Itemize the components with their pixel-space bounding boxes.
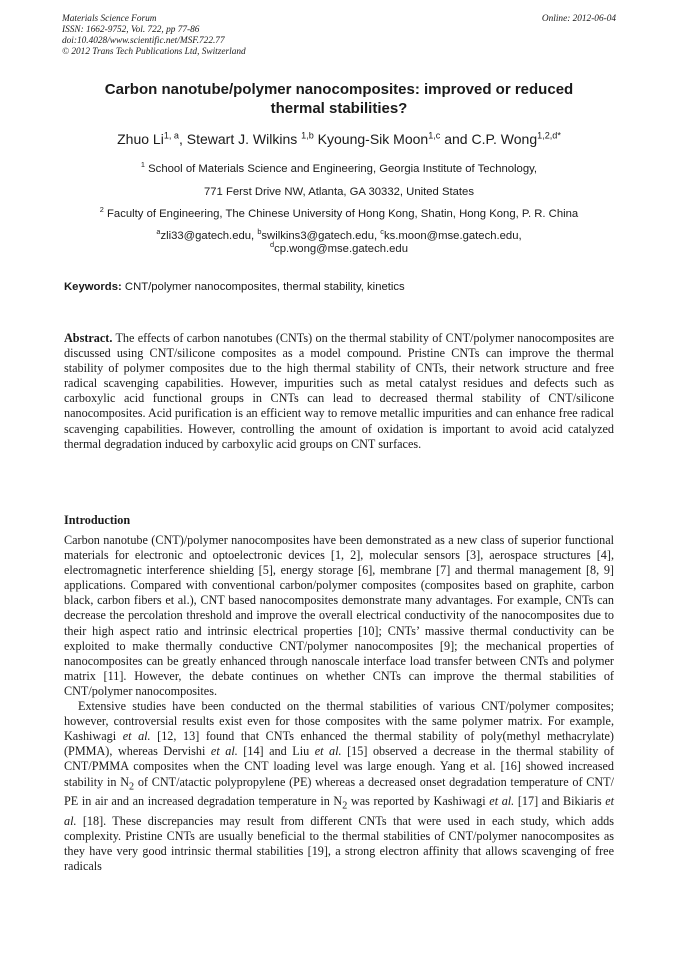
copyright-line: © 2012 Trans Tech Publications Ltd, Switzerland — [62, 47, 246, 57]
subscript: 2 — [342, 800, 348, 812]
paper-title — [62, 80, 616, 118]
et-al: et al. — [210, 744, 238, 759]
text-run: [18]. These discrepancies may result from different CNTs that were used in each study, which adds complexity. Pristine CNTs are usually beneficial to the thermal stabilities of CNT/polymer nanocomposites as they have very good intrinsic thermal stabilities [19], a strong electron affinity that allows scavenging of free radicals — [64, 813, 614, 873]
email-d: cp.wong@mse.gatech.edu — [274, 243, 408, 255]
text-run: [12, 13] found that CNTs enhanced the thermal stability of poly(methyl methacrylate) (PMMA), whereas Dervishi — [64, 729, 614, 759]
author-separator: and — [440, 131, 472, 147]
et-al: et al. — [64, 794, 614, 828]
et-al: et al. — [314, 744, 342, 759]
issn-line: ISSN: 1662-9752, Vol. 722, pp 77-86 — [62, 25, 200, 35]
author-name: C.P. Wong — [471, 131, 538, 147]
author-superscript: 1,c — [428, 130, 441, 141]
keywords-text: CNT/polymer nanocomposites, thermal stability, kinetics — [121, 281, 405, 293]
title-line-1: Carbon nanotube/polymer nanocomposites: improved or reduced — [104, 81, 574, 98]
text-run: Extensive studies have been conducted on the thermal stabilities of various CNT/polymer composites; however, controversial results exist even for those composites with the same polymer matrix. For example, Kashiwagi — [64, 699, 614, 744]
author-superscript: 1,2,d* — [537, 130, 561, 141]
journal-header — [62, 14, 616, 58]
abstract-section — [64, 331, 614, 452]
affiliation-marker: 2 — [99, 205, 104, 215]
introduction-heading: Introduction — [64, 513, 131, 527]
et-al: et al. — [489, 794, 515, 809]
abstract-text: The effects of carbon nanotubes (CNTs) on the thermal stability of CNT/polymer nanocomposites are discussed using CNT/silicone composites as a model compound. Pristine CNTs can improve the thermal stability of polymer composites due to the high thermal stability of CNTs, their network structure and free radical scavenging capabilities. However, impurities such as metal catalyst residues and defects such as carboxylic acid functional groups in CNTs can lead to decreased thermal stability of CNT/silicone nanocomposites. Acid purification is an efficient way to remove metallic impurities and can enhance free radical scavenging capabilities. However, controlling the amount of oxidation is important to avoid acid catalyzed thermal degradation induced by carboxylic acid groups on CNT surfaces. — [64, 331, 614, 451]
abstract-paragraph — [64, 331, 614, 452]
email-marker: c — [380, 227, 384, 237]
email-marker: d — [269, 240, 275, 250]
author-name: Zhuo Li — [117, 131, 164, 147]
text-run: of CNT/atactic polypropylene (PE) whereas a decreased onset degradation temperature of CNT/ PE in air and an increased degradation temperature in N — [64, 774, 614, 809]
author-list — [62, 131, 616, 147]
author-emails — [62, 227, 616, 256]
author-superscript: 1,b — [301, 130, 314, 141]
keywords-label: Keywords: — [64, 281, 122, 293]
subscript: 2 — [129, 780, 135, 792]
online-date: Online: 2012-06-04 — [541, 14, 616, 24]
author-separator: , — [178, 131, 187, 147]
affiliation-2 — [50, 205, 628, 220]
affiliation-1 — [50, 160, 628, 175]
affiliation-1-address: 771 Ferst Drive NW, Atlanta, GA 30332, United States — [203, 186, 474, 198]
text-run: [17] and Bikiaris — [514, 794, 606, 809]
journal-name: Materials Science Forum — [62, 14, 157, 24]
email-a: zli33@gatech.edu, — [160, 230, 258, 242]
email-c: ks.moon@mse.gatech.edu, — [383, 230, 522, 242]
author-name: Stewart J. Wilkins — [186, 131, 302, 147]
email-b: swilkins3@gatech.edu, — [261, 230, 381, 242]
email-marker: a — [156, 227, 161, 237]
affiliation-text: School of Materials Science and Engineering, Georgia Institute of Technology, — [145, 163, 538, 175]
intro-paragraph-2 — [64, 699, 614, 874]
keywords — [64, 281, 405, 293]
text-run: was reported by Kashiwagi — [347, 794, 490, 809]
email-marker: b — [257, 227, 262, 237]
introduction-section — [64, 533, 614, 874]
text-run: [14] and Liu — [237, 744, 315, 759]
author-name: Kyoung-Sik Moon — [317, 131, 429, 147]
abstract-label: Abstract. — [64, 331, 113, 345]
text-run: [15] observed a decrease in the thermal stability of CNT/PMMA composites when the CNT loading level was large enough. Yang et al. [16] showed increased stability in N — [64, 744, 615, 789]
intro-paragraph-1: Carbon nanotube (CNT)/polymer nanocomposites have been demonstrated as a new class of superior functional materials for electronic and optoelectronic devices [1, 2], molecular sensors [3], aerospace structures [4], electromagnetic interference shielding [5], energy storage [6], membrane [7] and thermal management [8, 9] applications. Compared with conventional carbon/polymer composites (composites based on graphite, carbon black, carbon fibers et al.), CNT based nanocomposites demonstrate many advantages. For example, CNTs can decrease the percolation threshold and improve the overall electrical conductivity of the nanocomposites due to their high aspect ratio and intrinsic electrical properties [10]; CNTs’ massive thermal conductivity can be exploited to make thermally conductive CNT/polymer nanocomposites [9]; the mechanical properties of nanocomposites can be greatly enhanced through nanoscale interface load transfer between CNTs and polymer matrix [11]. However, the debate continues on whether CNTs can improve the thermal stabilities of CNT/polymer nanocomposites. — [64, 533, 614, 698]
doi-line: doi:10.4028/www.scientific.net/MSF.722.77 — [62, 36, 225, 46]
et-al: et al. — [122, 729, 151, 744]
author-superscript: 1, a — [163, 130, 179, 141]
affiliation-text: Faculty of Engineering, The Chinese University of Hong Kong, Shatin, Hong Kong, P. R. China — [103, 208, 579, 220]
affiliation-marker: 1 — [140, 160, 145, 170]
title-line-2: thermal stabilities? — [270, 100, 408, 117]
